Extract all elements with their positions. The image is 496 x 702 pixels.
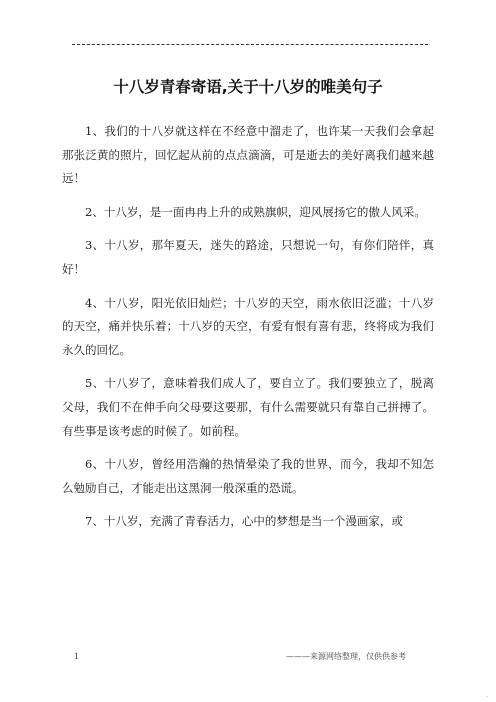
corner-mark: . [486,692,488,699]
header-dashed-rule [72,44,428,45]
document-title: 十八岁青春寄语,关于十八岁的唯美句子 [113,78,383,96]
paragraph-7: 7、十八岁，充满了青春活力，心中的梦想是当一个漫画家，或 [85,514,403,529]
paragraph-1: 1、我们的十八岁就这样在不经意中溜走了，也许某一天我们会拿起那张泛黄的照片，回忆起从前的点点滴滴，可是逝去的美好离我们越来越远！ [62,124,434,186]
paragraph-6: 6、十八岁，曾经用浩瀚的热情晕染了我的世界，而今，我却不知怎么勉励自己，才能走出这黑洞一般深重的恐谎。 [62,457,434,495]
paragraph-3: 3、十八岁，那年夏天，迷失的路途，只想说一句，有你们陪伴，真好！ [62,238,434,276]
paragraph-2: 2、十八岁，是一面冉冉上升的成熟旗帜，迎风展扬它的傲人风采。 [85,204,426,219]
paragraph-5: 5、十八岁了，意味着我们成人了，要自立了。我们要独立了，脱离父母，我们不在伸手向父母要这要那，有什么需要就只有靠自己拼搏了。有些事是该考虑的时候了。如前程。 [62,376,434,438]
footer-source-note: ———来源网络整理，仅供供参考 [286,652,406,661]
document-body [62,120,434,642]
paragraph-4: 4、十八岁，阳光依旧灿烂；十八岁的天空，雨水依旧泛滥；十八岁的天空，痛并快乐着；十八岁的天空，有爱有恨有喜有悲，终将成为我们永久的回忆。 [62,295,434,357]
footer-page-number: 1 [74,651,79,661]
